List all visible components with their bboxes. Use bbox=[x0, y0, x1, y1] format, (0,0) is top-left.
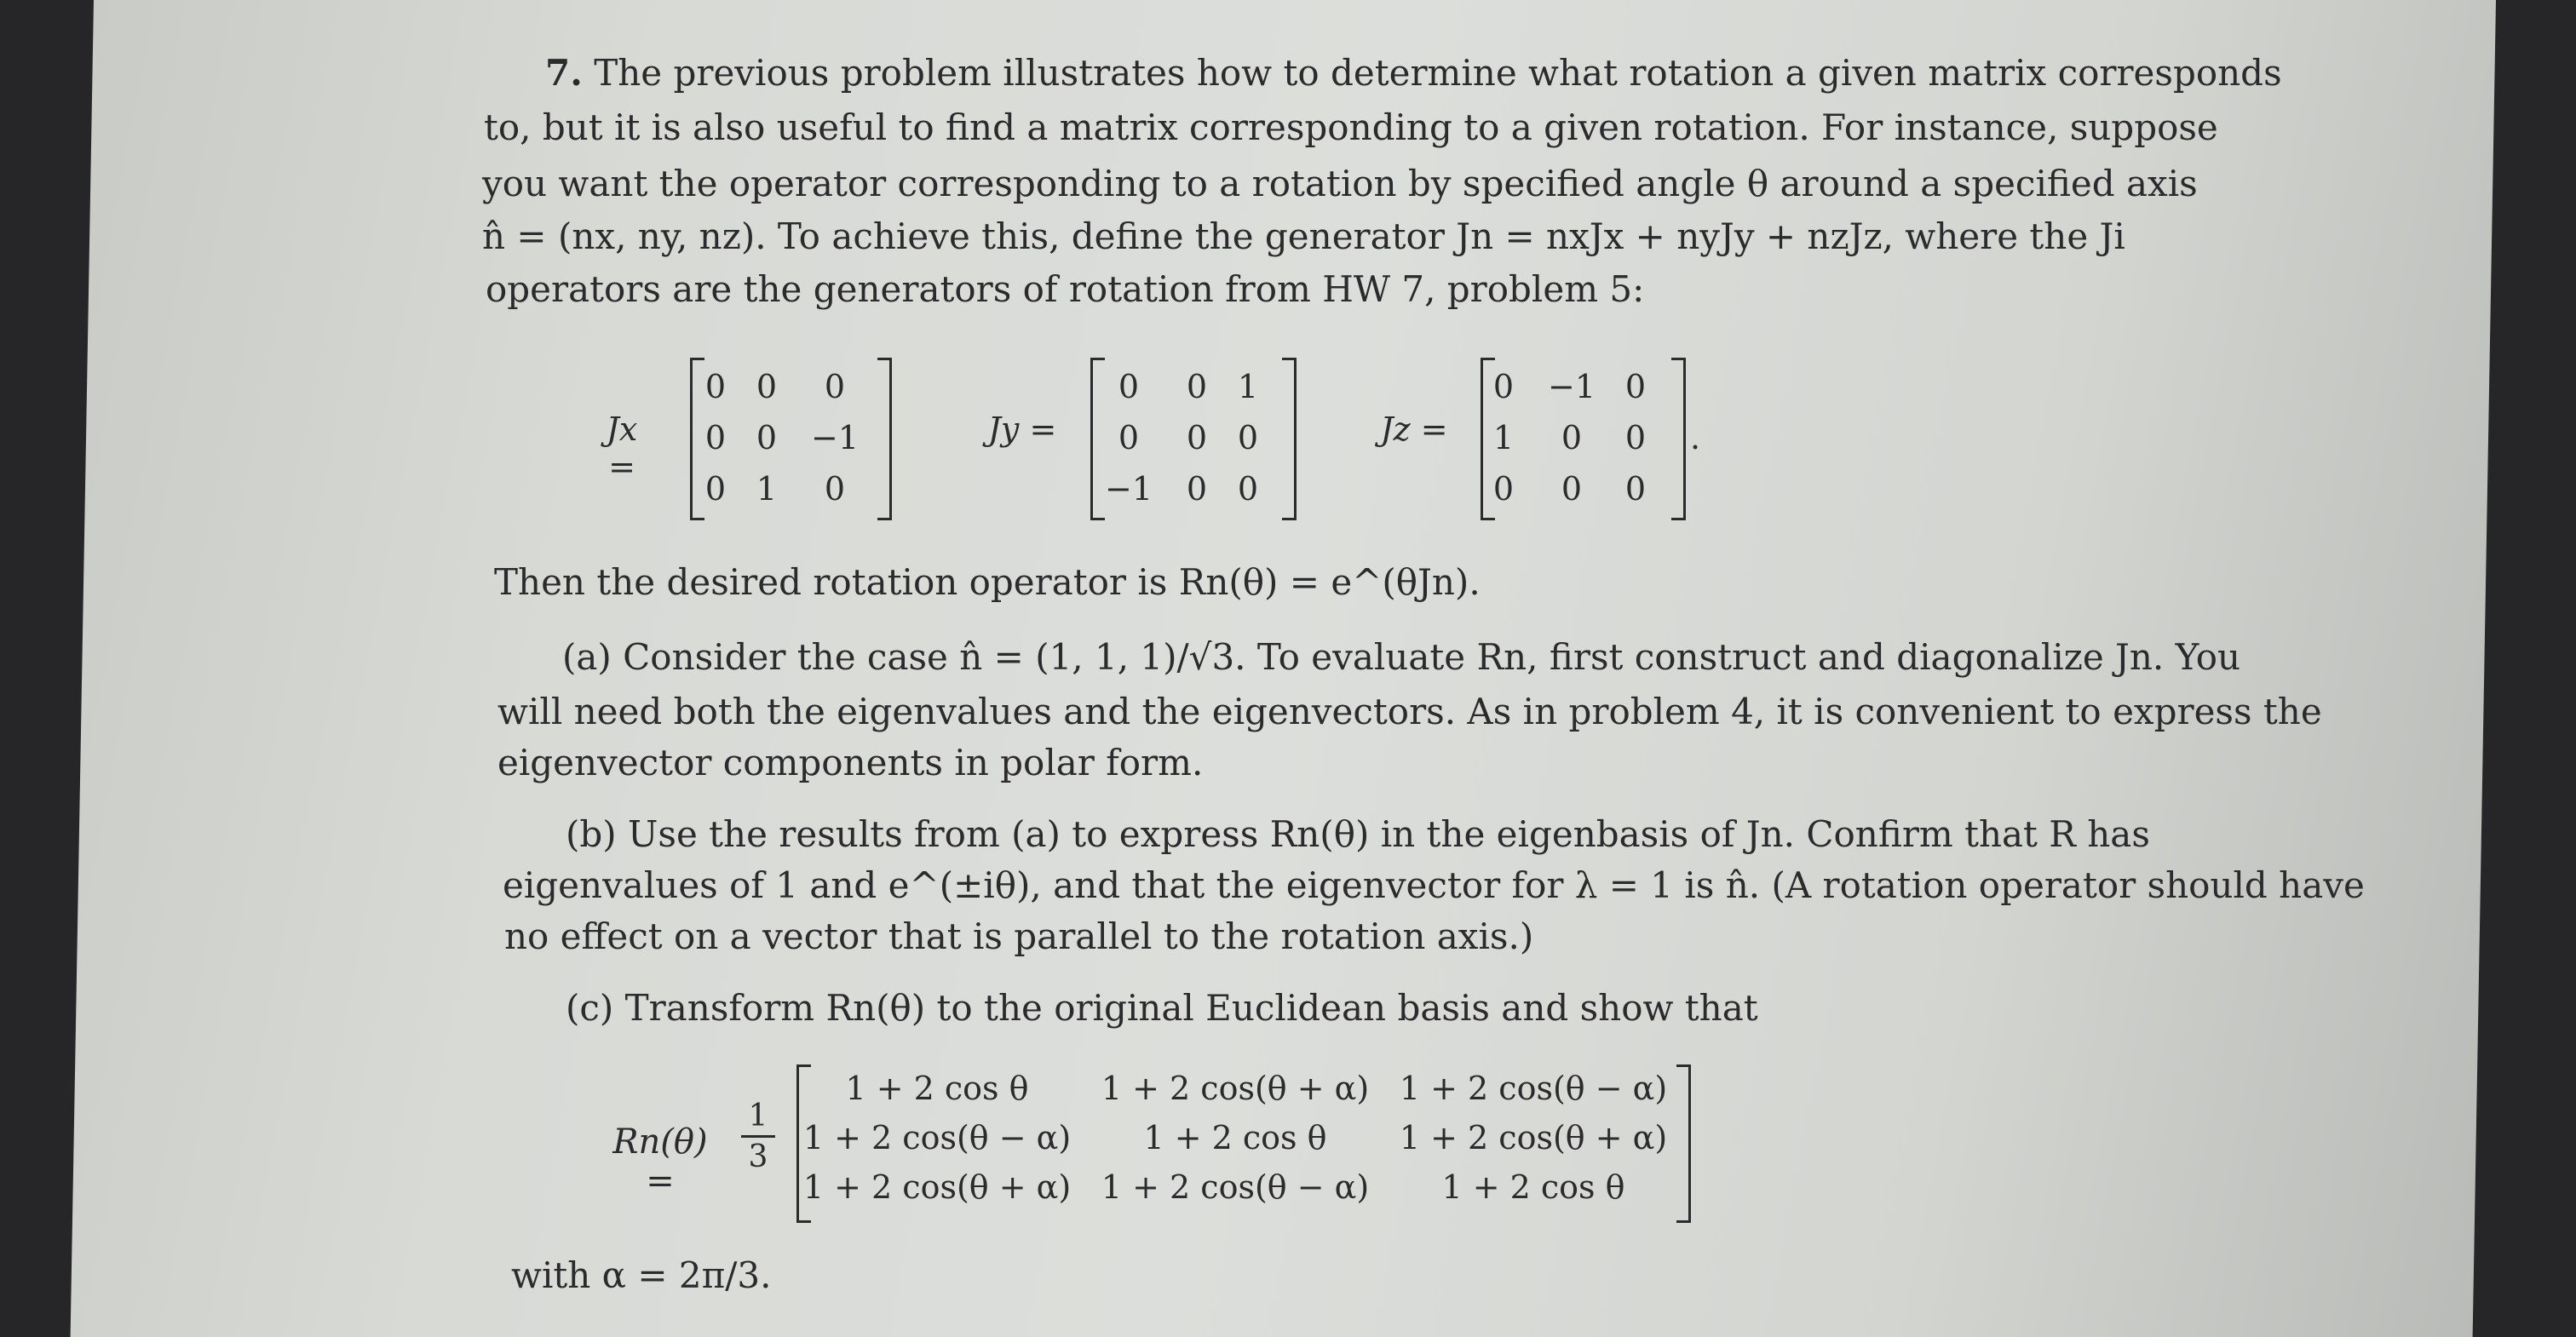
jx-cell: 0 bbox=[824, 470, 846, 508]
jz-cell: 0 bbox=[1624, 470, 1647, 508]
result-cell: 1 + 2 cos(θ − α) bbox=[1101, 1168, 1370, 1206]
part-b-line-2: eigenvalues of 1 and e^(±iθ), and that the eigenvector for λ = 1 is n̂. (A rotation operator should have bbox=[503, 864, 2365, 906]
jx-cell: 1 bbox=[756, 470, 778, 508]
jz-cell: 0 bbox=[1492, 470, 1515, 508]
part-a-line-1: (a) Consider the case n̂ = (1, 1, 1)/√3. To evaluate Rn, first construct and diagonalize Jn. You bbox=[562, 636, 2241, 678]
jz-cell: 0 bbox=[1624, 368, 1647, 405]
intro-line-5: operators are the generators of rotation from HW 7, problem 5: bbox=[486, 268, 1645, 310]
jy-cell: 0 bbox=[1186, 419, 1208, 456]
matrix-jz-label: Jz = bbox=[1380, 410, 1448, 448]
jx-cell: 0 bbox=[704, 368, 727, 405]
part-b-line-1: (b) Use the results from (a) to express Rn(θ) in the eigenbasis of Jn. Confirm that R has bbox=[566, 813, 2150, 855]
jz-cell: 0 bbox=[1492, 368, 1515, 405]
jy-cell: 0 bbox=[1237, 419, 1259, 456]
jy-cell: 1 bbox=[1237, 368, 1259, 405]
result-cell: 1 + 2 cos θ bbox=[1143, 1119, 1327, 1156]
matrix-jx-label: Jx = bbox=[606, 410, 638, 485]
part-c-line: (c) Transform Rn(θ) to the original Euclidean basis and show that bbox=[566, 987, 1758, 1029]
result-cell: 1 + 2 cos(θ + α) bbox=[1101, 1070, 1370, 1107]
jx-cell: 0 bbox=[704, 470, 727, 508]
one-third-fraction: 1 3 bbox=[741, 1099, 775, 1174]
jz-cell: 0 bbox=[1561, 470, 1583, 508]
matrix-jy-label: Jy = bbox=[987, 410, 1057, 448]
intro-line-3: you want the operator corresponding to a rotation by specified angle θ around a specified axis bbox=[482, 163, 2198, 204]
part-a-line-3: eigenvector components in polar form. bbox=[497, 742, 1204, 783]
jz-cell: −1 bbox=[1547, 368, 1596, 405]
jx-cell: −1 bbox=[810, 419, 860, 456]
jx-cell: 0 bbox=[756, 419, 778, 456]
jy-cell: 0 bbox=[1118, 419, 1140, 456]
result-cell: 1 + 2 cos(θ − α) bbox=[802, 1119, 1072, 1156]
result-cell: 1 + 2 cos(θ + α) bbox=[802, 1168, 1072, 1206]
intro-line-4: n̂ = (nx, ny, nz). To achieve this, define the generator Jn = nxJx + nyJy + nzJz, where the Ji bbox=[482, 215, 2125, 257]
result-cell: 1 + 2 cos(θ − α) bbox=[1399, 1070, 1668, 1107]
result-cell: 1 + 2 cos θ bbox=[845, 1070, 1029, 1107]
part-a-line-2: will need both the eigenvalues and the eigenvectors. As in problem 4, it is convenient to express the bbox=[497, 691, 2322, 732]
jy-cell: 0 bbox=[1186, 368, 1208, 405]
intro-line-2: to, but it is also useful to find a matrix corresponding to a given rotation. For instance, suppose bbox=[484, 106, 2218, 148]
jy-cell: 0 bbox=[1186, 470, 1208, 508]
alpha-definition: with α = 2π/3. bbox=[511, 1254, 772, 1296]
jx-cell: 0 bbox=[756, 368, 778, 405]
jz-cell: 0 bbox=[1561, 419, 1583, 456]
result-cell: 1 + 2 cos(θ + α) bbox=[1399, 1119, 1668, 1156]
then-line: Then the desired rotation operator is Rn(θ) = e^(θJn). bbox=[494, 561, 1481, 603]
part-b-line-3: no effect on a vector that is parallel to the rotation axis.) bbox=[504, 915, 1534, 957]
jy-cell: −1 bbox=[1104, 470, 1153, 508]
jz-cell: 1 bbox=[1492, 419, 1515, 456]
matrix-trailing-period: . bbox=[1689, 419, 1701, 456]
result-cell: 1 + 2 cos θ bbox=[1441, 1168, 1625, 1206]
problem-number: 7. bbox=[545, 52, 583, 94]
jy-cell: 0 bbox=[1237, 470, 1259, 508]
jy-cell: 0 bbox=[1118, 368, 1140, 405]
jx-cell: 0 bbox=[824, 368, 846, 405]
jx-cell: 0 bbox=[704, 419, 727, 456]
result-lhs: Rn(θ) = bbox=[612, 1122, 708, 1201]
intro-line-1: 7. The previous problem illustrates how to determine what rotation a given matrix corresponds bbox=[545, 52, 2282, 94]
jz-cell: 0 bbox=[1624, 419, 1647, 456]
